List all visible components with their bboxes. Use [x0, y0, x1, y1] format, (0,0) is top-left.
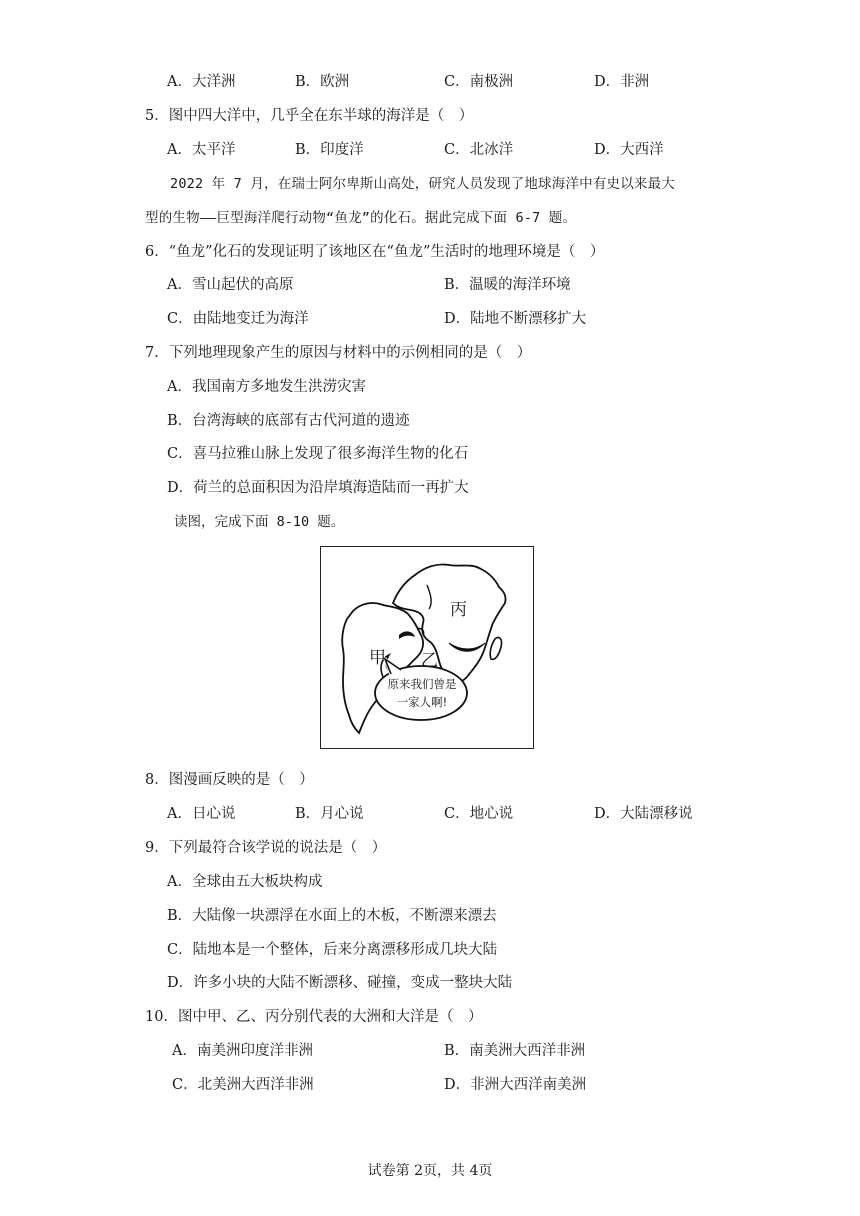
q8-option-c: C．地心说: [444, 806, 514, 822]
q7-stem: 7．下列地理现象产生的原因与材料中的示例相同的是（ ）: [145, 345, 532, 361]
q4-option-a: A．大洋洲: [167, 74, 236, 90]
q7-option-d: D．荷兰的总面积因为沿岸填海造陆而一再扩大: [167, 480, 469, 496]
q5-stem: 5．图中四大洋中，几乎全在东半球的海洋是（ ）: [145, 108, 474, 124]
q9-option-a: A．全球由五大板块构成: [167, 874, 323, 890]
q9-option-d: D．许多小块的大陆不断漂移、碰撞，变成一整块大陆: [167, 975, 513, 991]
q7-option-b: B．台湾海峡的底部有古代河道的遗迹: [167, 413, 410, 429]
continental-drift-cartoon: [320, 546, 534, 749]
page-footer: 试卷第 2页，共 4页: [367, 1163, 493, 1179]
q5-option-d: D．大西洋: [594, 142, 664, 158]
q6-option-c: C．由陆地变迁为海洋: [167, 311, 309, 327]
q6-option-a: A．雪山起伏的高原: [167, 277, 294, 293]
material-6-7-line1: 2022 年 7 月，在瑞士阿尔卑斯山高处，研究人员发现了地球海洋中有史以来最大: [170, 176, 676, 192]
q10-option-a: A．南美洲印度洋非洲: [172, 1043, 313, 1059]
label-bing: 丙: [450, 600, 467, 620]
q7-option-c: C．喜马拉雅山脉上发现了很多海洋生物的化石: [167, 446, 469, 462]
q4-option-b: B．欧洲: [295, 74, 350, 90]
q6-option-b: B．温暖的海洋环境: [444, 277, 571, 293]
label-jia: 甲: [369, 648, 386, 668]
q10-option-c: C．北美洲大西洋非洲: [172, 1077, 314, 1093]
q8-option-b: B．月心说: [295, 806, 364, 822]
material-8-10: 读图，完成下面 8-10 题。: [174, 514, 345, 530]
madagascar-outline: [490, 637, 501, 659]
q6-option-d: D．陆地不断漂移扩大: [444, 311, 587, 327]
q10-option-b: B．南美洲大西洋非洲: [444, 1043, 586, 1059]
q4-option-c: C．南极洲: [444, 74, 514, 90]
eye-mark: [399, 631, 415, 639]
q8-option-d: D．大陆漂移说: [594, 806, 693, 822]
q9-stem: 9．下列最符合该学说的说法是（ ）: [145, 840, 387, 856]
q7-option-a: A．我国南方多地发生洪涝灾害: [167, 379, 366, 395]
material-6-7-line2: 型的生物——巨型海洋爬行动物“鱼龙”的化石。据此完成下面 6-7 题。: [145, 210, 577, 226]
q6-stem: 6．“鱼龙”化石的发现证明了该地区在“鱼龙”生活时的地理环境是（ ）: [145, 244, 605, 260]
q10-stem: 10．图中甲、乙、丙分别代表的大洲和大洋是（ ）: [145, 1009, 483, 1025]
q9-option-c: C．陆地本是一个整体，后来分离漂移形成几块大陆: [167, 942, 498, 958]
bubble-line-1: 原来我们曾是: [387, 677, 457, 691]
q9-option-b: B．大陆像一块漂浮在水面上的木板，不断漂来漂去: [167, 908, 497, 924]
q4-option-d: D．非洲: [594, 74, 650, 90]
q5-option-a: A．太平洋: [167, 142, 236, 158]
q8-option-a: A．日心说: [167, 806, 236, 822]
bubble-line-2: 一家人啊!: [396, 695, 448, 709]
q8-stem: 8．图漫画反映的是（ ）: [145, 772, 314, 788]
bubble-text: [379, 675, 465, 711]
label-yi: 乙: [421, 651, 438, 671]
q10-option-d: D．非洲大西洋南美洲: [444, 1077, 587, 1093]
q5-option-b: B．印度洋: [295, 142, 364, 158]
q5-option-c: C．北冰洋: [444, 142, 514, 158]
